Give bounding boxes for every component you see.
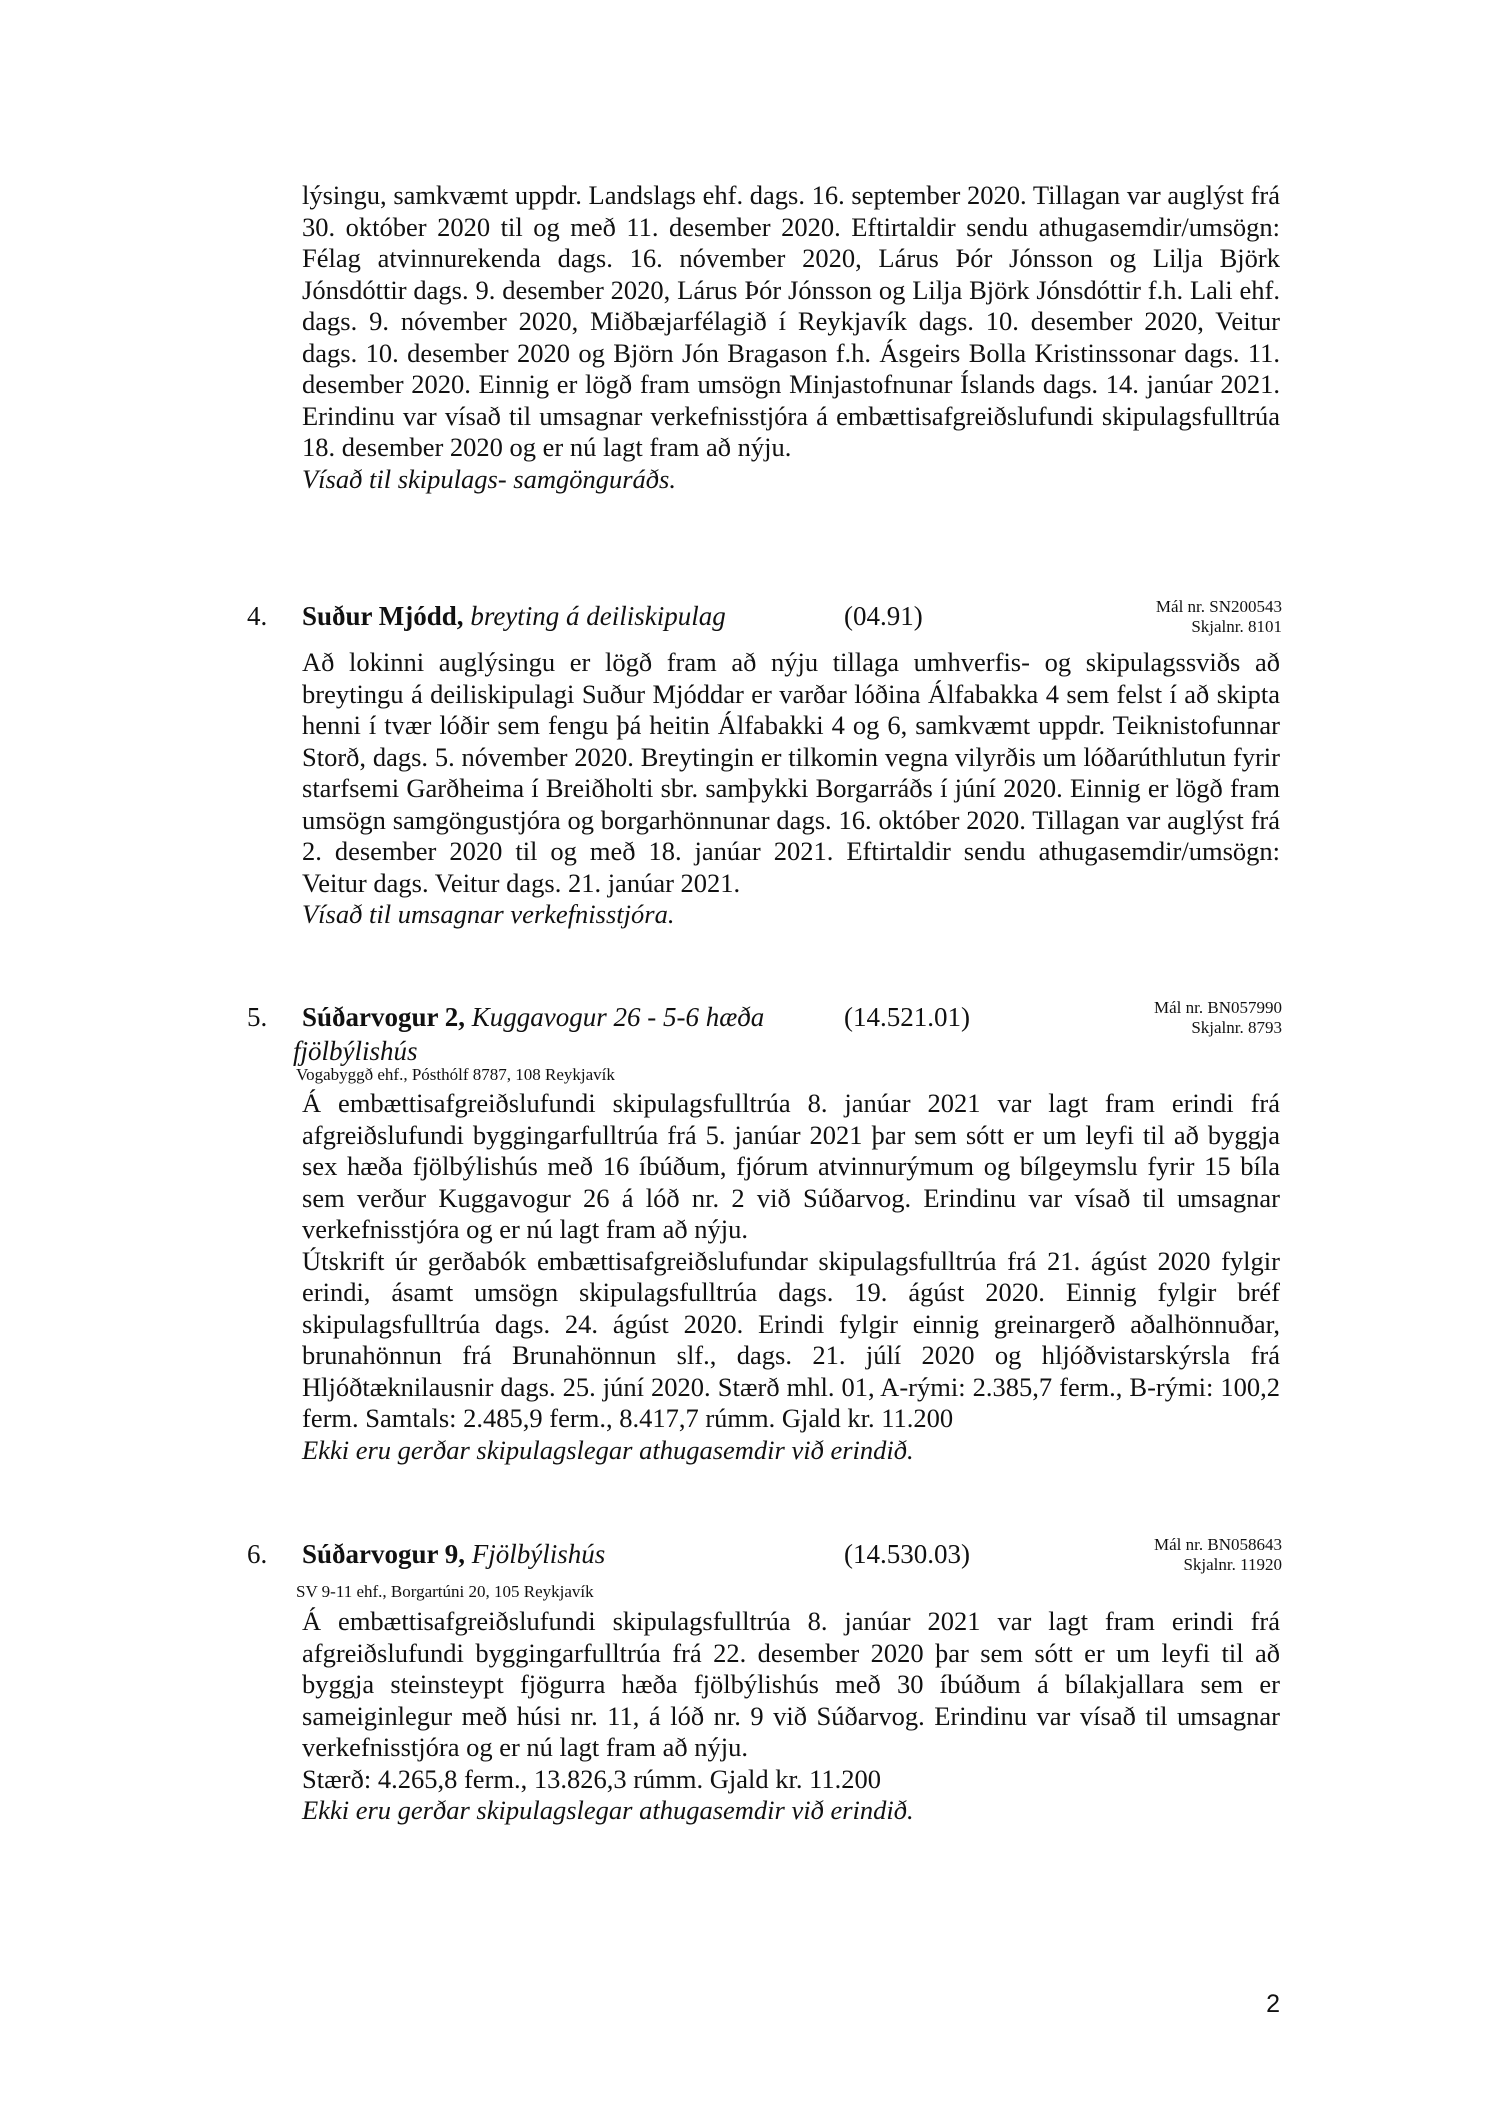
document-number: Skjalnr. 8793 bbox=[1191, 1018, 1282, 1037]
item-number: 4. bbox=[247, 601, 268, 631]
item-decision: Ekki eru gerðar skipulagslegar athugasemdir við erindið. bbox=[302, 1434, 914, 1465]
agenda-item-5-body bbox=[302, 1088, 1280, 1466]
item-number: 5. bbox=[247, 1002, 268, 1032]
item-paragraph: Stærð: 4.265,8 ferm., 13.826,3 rúmm. Gjald kr. 11.200 bbox=[302, 1763, 882, 1794]
item-name: Súðarvogur 9, bbox=[302, 1539, 466, 1569]
item-land-code: (04.91) bbox=[844, 601, 923, 631]
item-title bbox=[302, 599, 726, 633]
case-number: Mál nr. SN200543 bbox=[1155, 597, 1282, 616]
item-subject: breyting á deiliskipulag bbox=[470, 601, 726, 631]
item-subject-continued: fjölbýlishús bbox=[293, 1036, 418, 1066]
item-applicant: Vogabyggð ehf., Pósthólf 8787, 108 Reykjavík bbox=[296, 1065, 615, 1084]
item-paragraph: Útskrift úr gerðabók embættisafgreiðslufundar skipulagsfulltrúa frá 21. ágúst 2020 fylgir erindi, ásamt umsögn skipulagsfulltrúa dags. 19. ágúst 2020. Einnig fylgir bréf skipulagsfulltrúa dags. 24. ágúst 2020. Erindi fylgir einnig greinargerð aðalhönnuðar, brunahönnun frá Brunahönnun slf., dags. 21. júlí 2020 og hljóðvistarskýrsla frá Hljóðtæknilausnir dags. 25. júní 2020. Stærð mhl. 01, A-rými: 2.385,7 ferm., B-rými: 100,2 ferm. Samtals: 2.485,9 ferm., 8.417,7 rúmm. Gjald kr. 11.200 bbox=[302, 1245, 1280, 1433]
item-subject: Fjölbýlishús bbox=[471, 1539, 606, 1569]
page-number: 2 bbox=[1266, 1990, 1280, 2018]
item-subject: Kuggavogur 26 - 5-6 hæða bbox=[471, 1002, 765, 1032]
item-land-code: (14.521.01) bbox=[844, 1002, 970, 1032]
item-land-code: (14.530.03) bbox=[844, 1539, 970, 1569]
document-number: Skjalnr. 11920 bbox=[1183, 1555, 1282, 1574]
agenda-item-6-heading bbox=[247, 1537, 1282, 1573]
item-number: 6. bbox=[247, 1539, 268, 1569]
item-paragraph: Á embættisafgreiðslufundi skipulagsfulltrúa 8. janúar 2021 var lagt fram erindi frá afgreiðslufundi byggingarfulltrúa frá 5. janúar 2021 þar sem sótt er um leyfi til að byggja sex hæða fjölbýlishús með 16 íbúðum, fjórum atvinnurýmum og bílgeymslu fyrir 15 bíla sem verður Kuggavogur 26 á lóð nr. 2 við Súðarvog. Erindinu var vísað til umsagnar verkefnisstjóra og er nú lagt fram að nýju. bbox=[302, 1088, 1280, 1244]
item-decision: Vísað til umsagnar verkefnisstjóra. bbox=[302, 899, 675, 929]
item-name: Suður Mjódd, bbox=[302, 601, 464, 631]
item-title bbox=[302, 1000, 764, 1034]
intro-section bbox=[302, 180, 1280, 495]
item-title bbox=[302, 1537, 605, 1571]
agenda-item-5-heading bbox=[247, 1000, 1282, 1070]
item-reference bbox=[1154, 1535, 1282, 1575]
intro-paragraph: lýsingu, samkvæmt uppdr. Landslags ehf. dags. 16. september 2020. Tillagan var auglýst frá 30. október 2020 til og með 11. desember 2020. Eftirtaldir sendu athugasemdir/umsögn: Félag atvinnurekenda dags. 16. nóvember 2020, Lárus Þór Jónsson og Lilja Björk Jónsdóttir dags. 9. desember 2020, Lárus Þór Jónsson og Lilja Björk Jónsdóttir f.h. Lali ehf. dags. 9. nóvember 2020, Miðbæjarfélagið í Reykjavík dags. 10. desember 2020, Veitur dags. 10. desember 2020 og Björn Jón Bragason f.h. Ásgeirs Bolla Kristinssonar dags. 11. desember 2020. Einnig er lögð fram umsögn Minjastofnunar Íslands dags. 14. janúar 2021. Erindinu var vísað til umsagnar verkefnisstjóra á embættisafgreiðslufundi skipulagsfulltrúa 18. desember 2020 og er nú lagt fram að nýju. bbox=[302, 180, 1280, 462]
case-number: Mál nr. BN058643 bbox=[1154, 1535, 1282, 1554]
item-name: Súðarvogur 2, bbox=[302, 1002, 466, 1032]
agenda-item-6-body bbox=[302, 1606, 1280, 1827]
item-applicant: SV 9-11 ehf., Borgartúni 20, 105 Reykjavík bbox=[296, 1582, 594, 1601]
item-reference bbox=[1156, 597, 1282, 637]
document-number: Skjalnr. 8101 bbox=[1191, 617, 1282, 636]
intro-decision: Vísað til skipulags- samgönguráðs. bbox=[302, 463, 676, 494]
case-number: Mál nr. BN057990 bbox=[1154, 998, 1282, 1017]
agenda-item-4-body bbox=[302, 647, 1280, 931]
item-paragraph: Að lokinni auglýsingu er lögð fram að nýju tillaga umhverfis- og skipulagssviðs að breytingu á deiliskipulagi Suður Mjóddar er varðar lóðina Álfabakka 4 sem felst í að skipta henni í tvær lóðir sem fengu þá heitin Álfabakki 4 og 6, samkvæmt uppdr. Teiknistofunnar Storð, dags. 5. nóvember 2020. Breytingin er tilkomin vegna vilyrðis um lóðarúthlutun fyrir starfsemi Garðheima í Breiðholti sbr. samþykki Borgarráðs í júní 2020. Einnig er lögð fram umsögn samgöngustjóra og borgarhönnunar dags. 16. október 2020. Tillagan var auglýst frá 2. desember 2020 til og með 18. janúar 2021. Eftirtaldir sendu athugasemdir/umsögn: Veitur dags. Veitur dags. 21. janúar 2021. bbox=[302, 647, 1280, 898]
item-reference bbox=[1154, 998, 1282, 1038]
item-decision: Ekki eru gerðar skipulagslegar athugasemdir við erindið. bbox=[302, 1795, 914, 1825]
agenda-item-4-heading bbox=[247, 599, 1282, 635]
item-paragraph: Á embættisafgreiðslufundi skipulagsfulltrúa 8. janúar 2021 var lagt fram erindi frá afgreiðslufundi byggingarfulltrúa frá 22. desember 2020 þar sem sótt er um leyfi til að byggja steinsteypt fjögurra hæða fjölbýlishús með 30 íbúðum á bílakjallara sem er sameiginlegur með húsi nr. 11, á lóð nr. 9 við Súðarvog. Erindinu var vísað til umsagnar verkefnisstjóra og er nú lagt fram að nýju. bbox=[302, 1606, 1280, 1762]
